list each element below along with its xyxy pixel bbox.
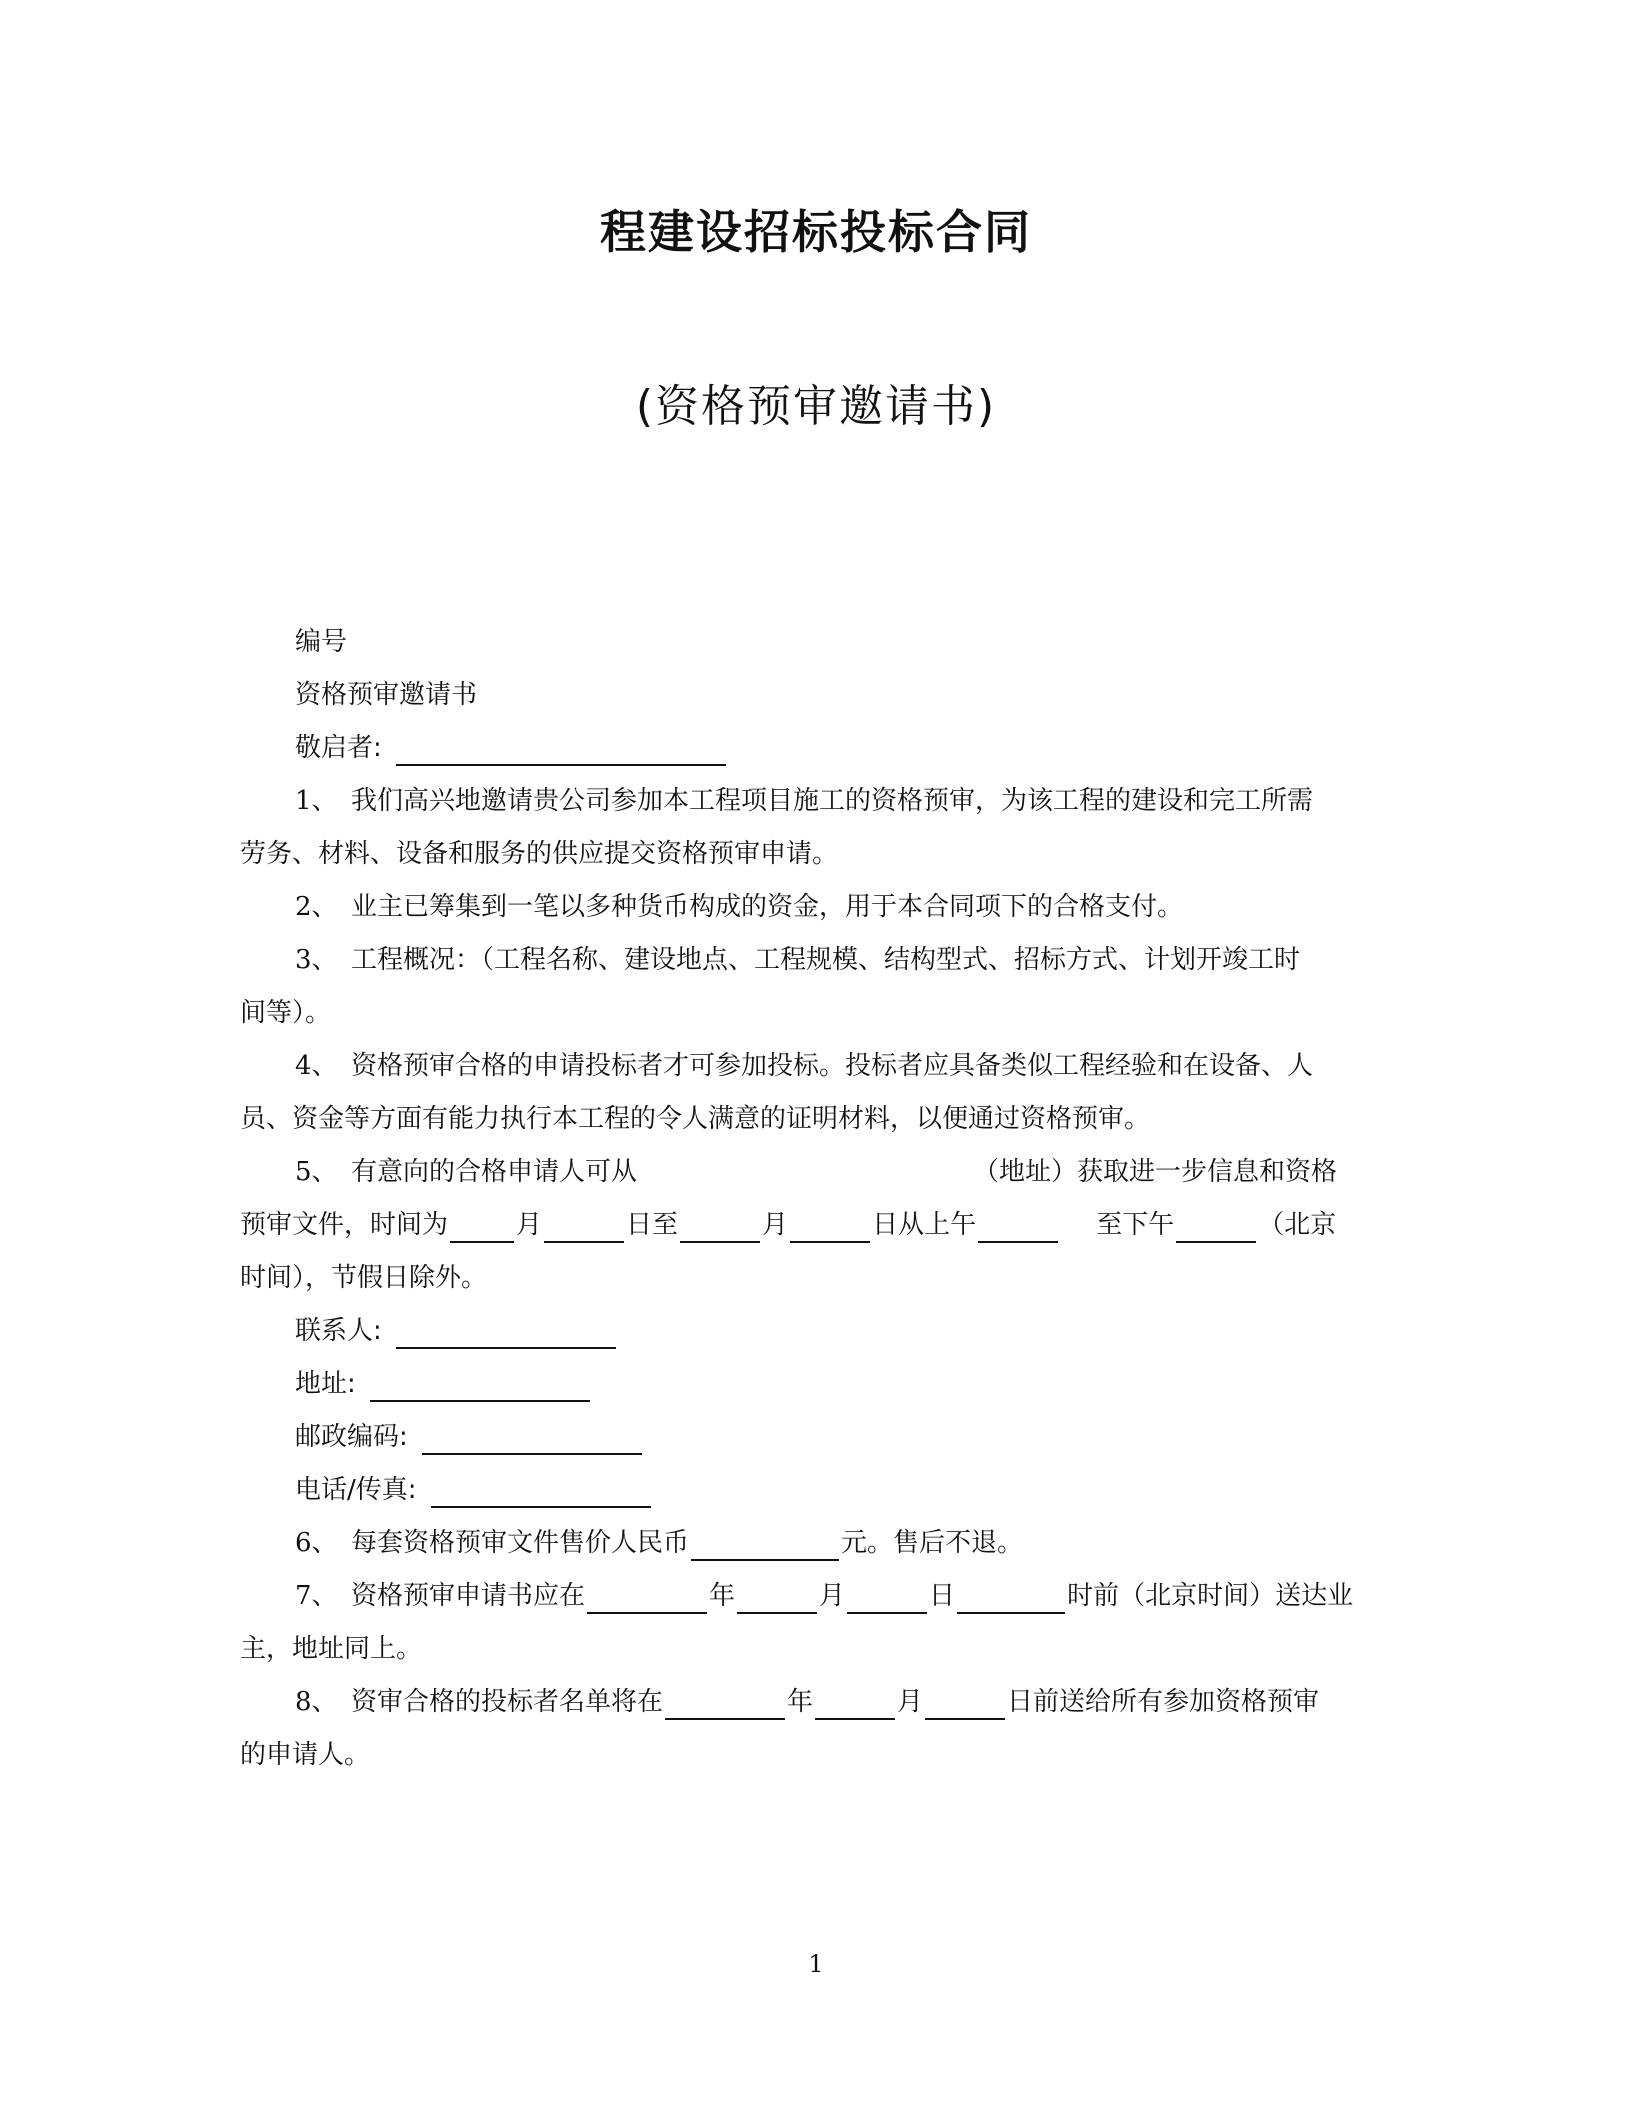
item-7-line-2: 主，地址同上。 (240, 1634, 423, 1664)
item-text: 资格预审申请书应在 (351, 1581, 586, 1611)
addressee-label: 敬启者: (295, 733, 382, 763)
item-text: （北京 (1258, 1210, 1337, 1240)
item-number: 2、 (295, 892, 338, 922)
item-number: 4、 (295, 1051, 338, 1081)
number-label: 编号 (295, 627, 348, 657)
item-number: 6、 (295, 1528, 338, 1558)
month-label: 月 (897, 1687, 924, 1717)
item-3-line-1 (295, 942, 1300, 978)
item-text: 我们高兴地邀请贵公司参加本工程项目施工的资格预审，为该工程的建设和完工所需 (351, 786, 1314, 816)
item-number: 8、 (295, 1687, 338, 1717)
item-2-line-1 (295, 889, 1183, 925)
item-5-line-3: 时间），节假日除外。 (240, 1263, 488, 1293)
price-blank[interactable] (691, 1529, 839, 1561)
afternoon-label: 至下午 (1096, 1210, 1175, 1240)
item-text: 工程概况：（工程名称、建设地点、工程规模、结构型式、招标方式、计划开竣工时 (351, 945, 1301, 975)
item-text: 业主已筹集到一笔以多种货币构成的资金，用于本合同项下的合格支付。 (351, 892, 1184, 922)
document-subtitle: (资格预审邀请书) (635, 381, 997, 432)
item-text: 日前送给所有参加资格预审 (1007, 1687, 1320, 1717)
item-4-line-1 (295, 1048, 1313, 1084)
address-line (295, 1366, 592, 1402)
month-blank[interactable] (815, 1688, 895, 1720)
day-label: 日 (929, 1581, 956, 1611)
year-blank[interactable] (587, 1582, 707, 1614)
item-text: 资审合格的投标者名单将在 (351, 1687, 664, 1717)
item-5-line-1 (295, 1154, 1337, 1190)
month-blank[interactable] (737, 1582, 817, 1614)
day-from-label: 日从上午 (872, 1210, 977, 1240)
day-blank[interactable] (544, 1211, 624, 1243)
day-to-label: 日至 (626, 1210, 679, 1240)
postcode-blank[interactable] (422, 1423, 642, 1455)
day-blank[interactable] (847, 1582, 927, 1614)
item-number: 7、 (295, 1581, 338, 1611)
address-label: 地址: (295, 1369, 356, 1399)
section-heading: 资格预审邀请书 (295, 680, 478, 710)
item-text: 有意向的合格申请人可从 (351, 1157, 638, 1187)
item-text: 元。售后不退。 (841, 1528, 1024, 1558)
contact-person-label: 联系人: (295, 1316, 382, 1346)
item-4-line-2: 员、资金等方面有能力执行本工程的令人满意的证明材料，以便通过资格预审。 (240, 1104, 1151, 1134)
page-number: 1 (808, 1950, 824, 1978)
item-text: 时前（北京时间）送达业 (1067, 1581, 1354, 1611)
day-blank[interactable] (790, 1211, 870, 1243)
item-number: 5、 (295, 1157, 338, 1187)
afternoon-time-blank[interactable] (1176, 1211, 1256, 1243)
postcode-label: 邮政编码: (295, 1422, 408, 1452)
phone-label: 电话/传真: (295, 1475, 417, 1505)
phone-blank[interactable] (431, 1476, 651, 1508)
postcode-line (295, 1419, 644, 1455)
item-text: （地址）获取进一步信息和资格 (973, 1157, 1338, 1187)
item-6-line-1 (295, 1525, 1023, 1561)
item-text: 预审文件，时间为 (240, 1210, 449, 1240)
month-blank[interactable] (450, 1211, 514, 1243)
month-label: 月 (516, 1210, 543, 1240)
phone-line (295, 1472, 653, 1508)
item-1-line-1 (295, 783, 1313, 819)
year-label: 年 (709, 1581, 736, 1611)
month-label: 月 (819, 1581, 846, 1611)
addressee-line (295, 730, 728, 766)
morning-time-blank[interactable] (978, 1211, 1058, 1243)
item-3-line-2: 间等）。 (240, 998, 332, 1028)
item-7-line-1 (295, 1578, 1353, 1614)
item-1-line-2: 劳务、材料、设备和服务的供应提交资格预审申请。 (240, 839, 839, 869)
item-number: 3、 (295, 945, 338, 975)
day-blank[interactable] (925, 1688, 1005, 1720)
item-text: 资格预审合格的申请投标者才可参加投标。投标者应具备类似工程经验和在设备、人 (351, 1051, 1314, 1081)
item-8-line-1 (295, 1684, 1319, 1720)
month-blank[interactable] (680, 1211, 760, 1243)
year-blank[interactable] (665, 1688, 785, 1720)
addressee-blank[interactable] (396, 734, 726, 766)
contact-person-line (295, 1313, 618, 1349)
item-text: 每套资格预审文件售价人民币 (351, 1528, 690, 1558)
address-blank[interactable] (370, 1370, 590, 1402)
hour-blank[interactable] (957, 1582, 1065, 1614)
item-number: 1、 (295, 786, 338, 816)
item-5-line-2 (240, 1207, 1336, 1243)
contact-person-blank[interactable] (396, 1317, 616, 1349)
document-title: 程建设招标投标合同 (600, 205, 1032, 259)
month-label: 月 (762, 1210, 789, 1240)
item-8-line-2: 的申请人。 (240, 1740, 371, 1770)
year-label: 年 (787, 1687, 814, 1717)
